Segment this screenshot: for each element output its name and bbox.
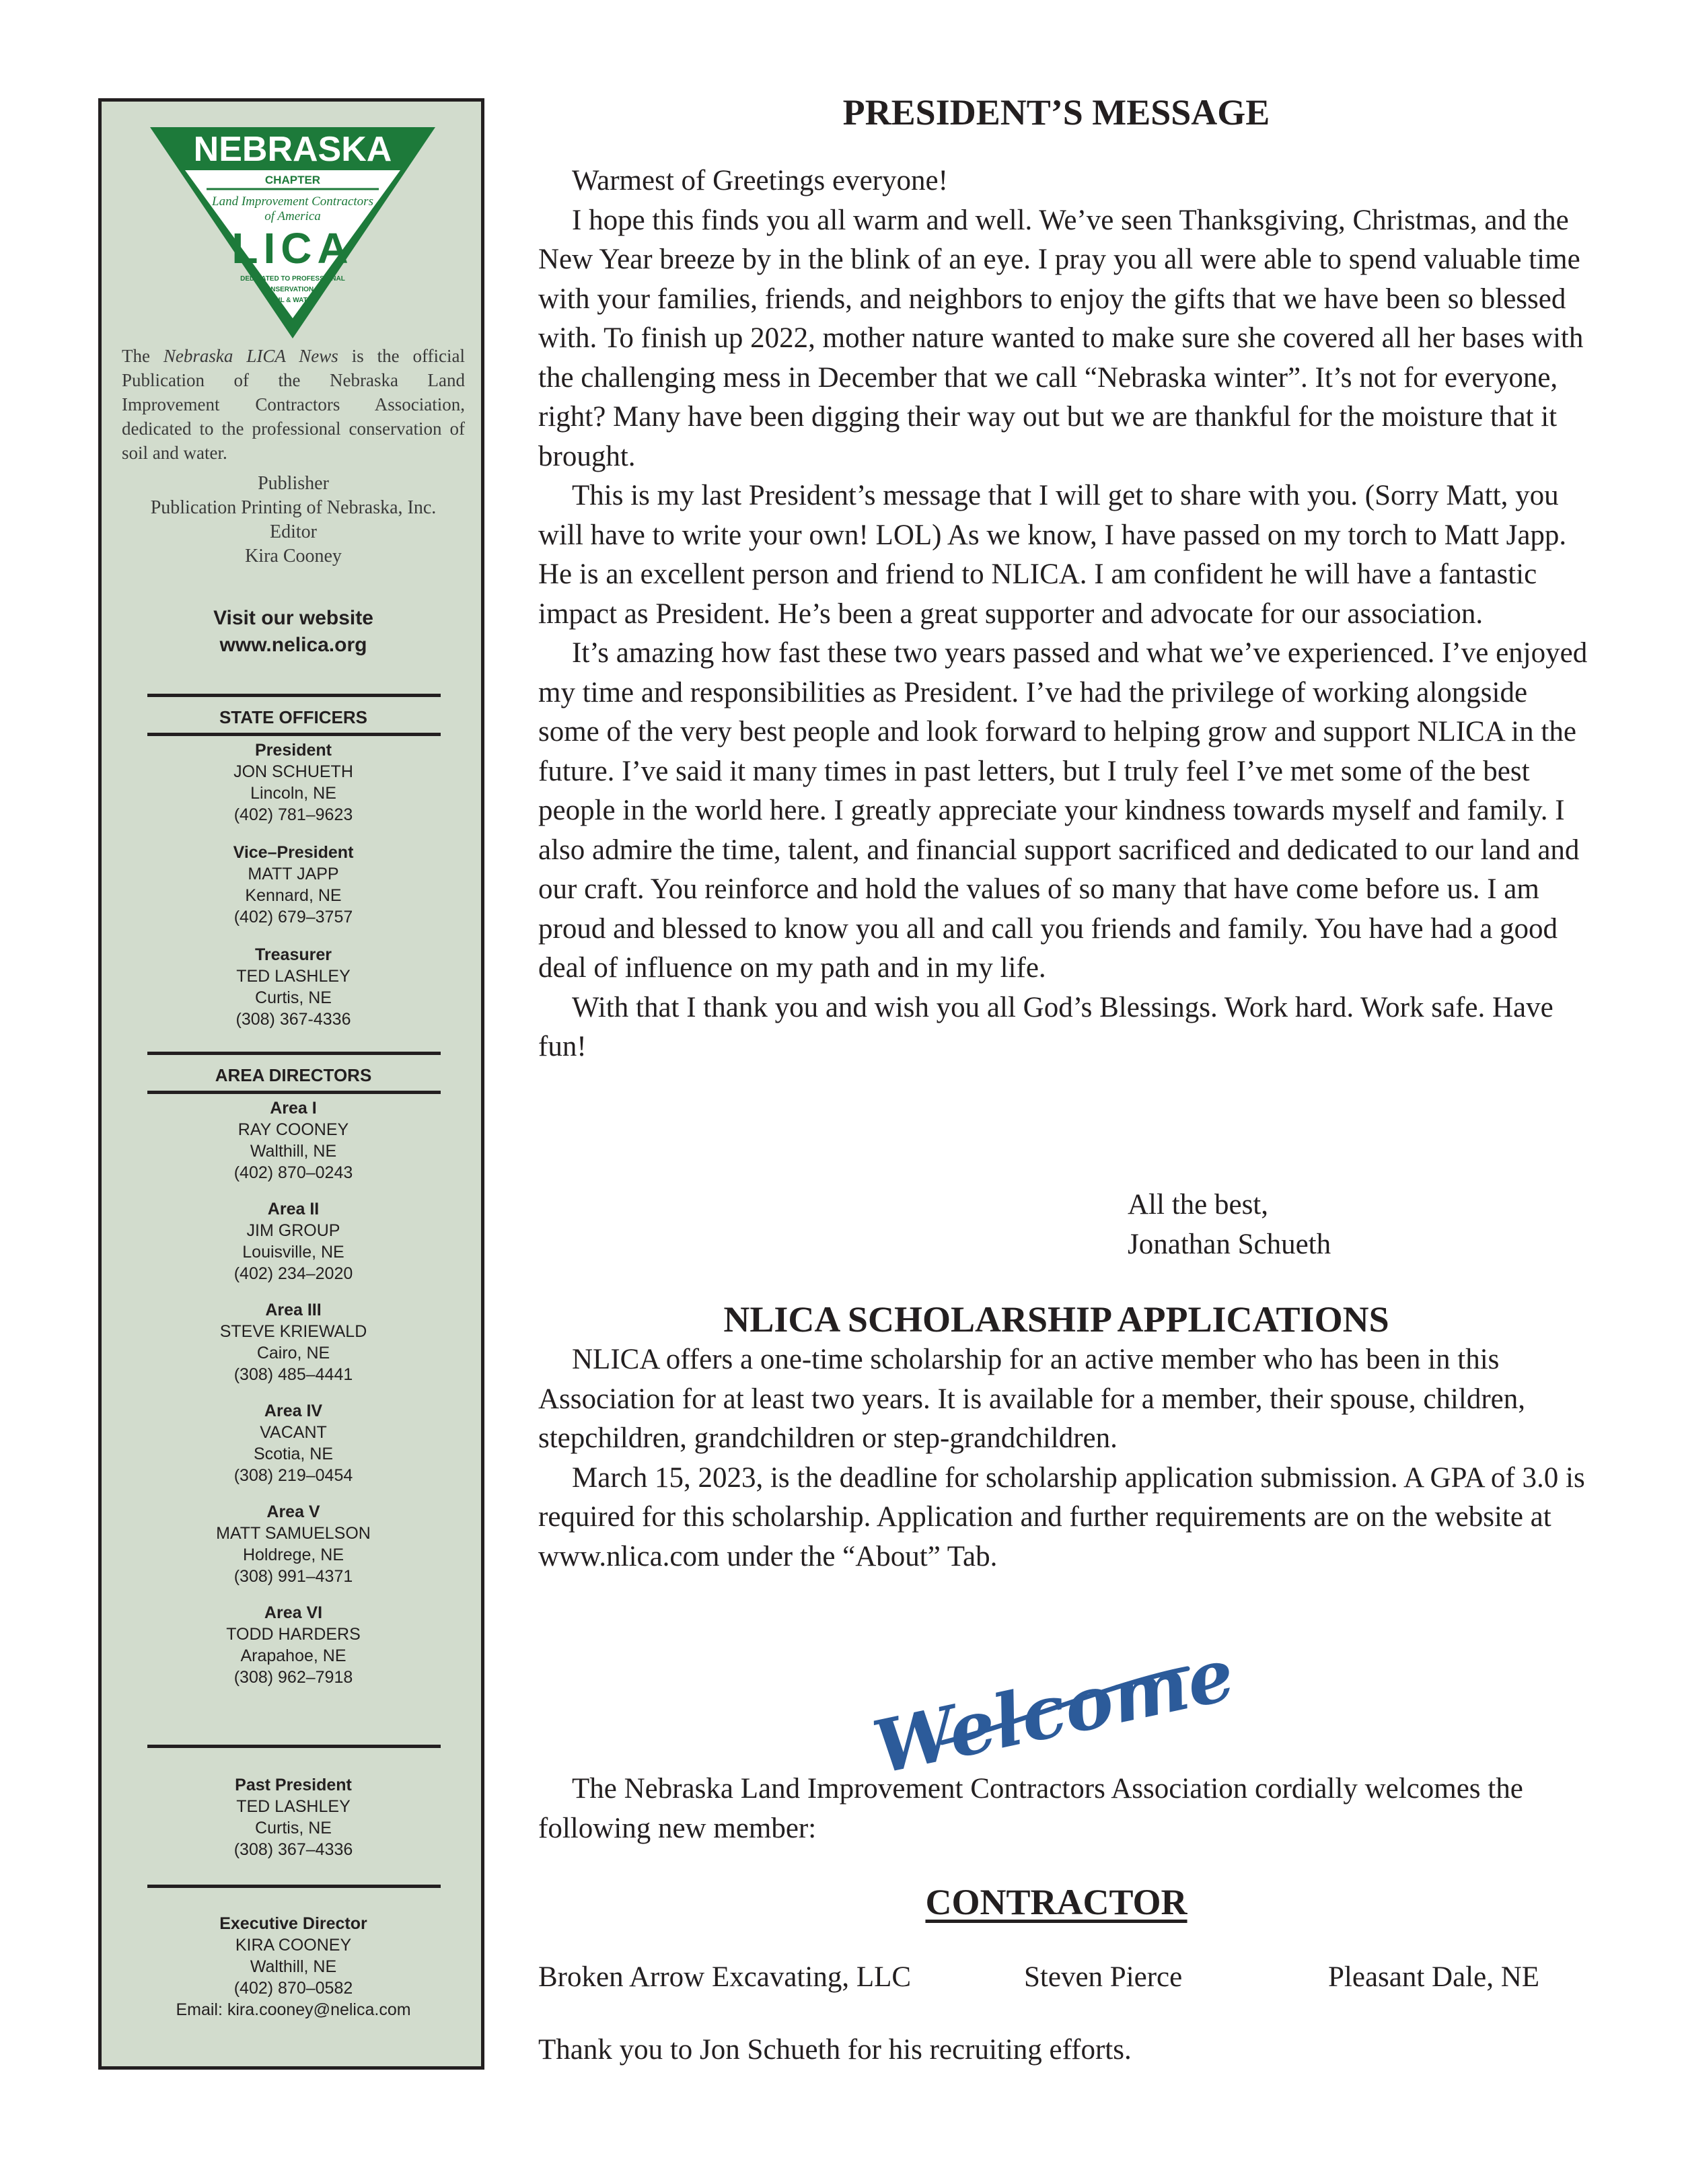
area-director-1 xyxy=(115,1097,472,1184)
director-city: Holdrege, NE xyxy=(242,1545,344,1564)
director-city: Arapahoe, NE xyxy=(240,1646,346,1665)
divider xyxy=(147,1745,441,1748)
logo-org-line1: Land Improvement Contractors xyxy=(212,194,373,209)
area-director-3 xyxy=(115,1299,472,1385)
signature-name: Jonathan Schueth xyxy=(1128,1228,1331,1260)
logo-dedication-line3: SOIL & WATER xyxy=(268,297,317,304)
director-phone: (402) 234–2020 xyxy=(233,1264,353,1283)
publisher-block xyxy=(115,472,472,569)
logo-nebraska-text: NEBRASKA xyxy=(193,130,392,169)
message-paragraph: With that I thank you and wish you all God’s Blessings. Work hard. Work safe. Have fun! xyxy=(538,991,1553,1062)
intro-lead: The xyxy=(122,346,163,366)
past-president-name: TED LASHLEY xyxy=(236,1797,351,1816)
director-name: JIM GROUP xyxy=(246,1221,340,1240)
officer-phone: (308) 367-4336 xyxy=(235,1010,351,1029)
welcome-intro xyxy=(538,1770,1588,1848)
divider xyxy=(147,1091,441,1094)
area-label: Area VI xyxy=(264,1603,323,1622)
welcome-text: Welcome xyxy=(866,1632,1242,1791)
scholarship-title: NLICA SCHOLARSHIP APPLICATIONS xyxy=(723,1299,1389,1340)
director-phone: (308) 485–4441 xyxy=(233,1365,353,1384)
area-directors-heading: AREA DIRECTORS xyxy=(215,1065,372,1085)
logo-dedication-line2: CONSERVATION OF xyxy=(260,286,325,293)
area-label: Area V xyxy=(266,1502,320,1521)
past-president-city: Curtis, NE xyxy=(255,1819,332,1837)
officer-role: President xyxy=(255,741,332,760)
editor-label: Editor xyxy=(270,521,317,542)
message-paragraph: It’s amazing how fast these two years passed and what we’ve experienced. I’ve enjoyed my time and responsibilities as President. I’ve had the privilege of working alongside some of the very best people and look forward to helping grow and support NLICA in the future. I’ve said it many times in past letters, but I truly feel I’ve met some of the best people in the world here. I greatly appreciate your kindness towards myself and family. I also admire the time, talent, and financial support sacrificed and dedicated to our land and our craft. You reinforce and hold the values of so many that have come before us. I am proud and blessed to know you all and call you friends and family. You have had a good deal of influence on my path and in my life. xyxy=(538,637,1588,984)
director-phone: (308) 219–0454 xyxy=(233,1466,353,1485)
editor-name: Kira Cooney xyxy=(245,546,342,567)
logo-lica-text: LICA xyxy=(231,224,354,272)
thanks-text: Thank you to Jon Schueth for his recruiting efforts. xyxy=(538,2034,1132,2066)
director-phone: (308) 991–4371 xyxy=(233,1567,353,1586)
past-president-block xyxy=(115,1774,472,1860)
officer-city: Kennard, NE xyxy=(245,886,342,905)
scholarship-paragraph: NLICA offers a one-time scholarship for an active member who has been in this Association for at least two years. It is available for a member, their spouse, children, stepchildren, grandchildren or step-grandchildren. xyxy=(538,1344,1525,1454)
director-name: VACANT xyxy=(260,1423,327,1442)
area-label: Area II xyxy=(267,1200,320,1218)
director-phone: (308) 962–7918 xyxy=(233,1668,353,1687)
member-company: Broken Arrow Excavating, LLC xyxy=(538,1961,912,1993)
publisher-label: Publisher xyxy=(258,473,329,494)
director-name: TODD HARDERS xyxy=(226,1625,361,1644)
director-name: RAY COONEY xyxy=(237,1120,349,1139)
scholarship-body xyxy=(538,1340,1588,1576)
area-label: Area IV xyxy=(264,1402,323,1420)
area-label: Area III xyxy=(265,1301,322,1319)
executive-director-block xyxy=(115,1913,472,2021)
intro-publication-name: Nebraska LICA News xyxy=(163,346,338,366)
area-director-4 xyxy=(115,1400,472,1486)
thanks-line xyxy=(538,2031,1588,2070)
director-name: STEVE KRIEWALD xyxy=(219,1322,367,1341)
intro-rest: is the official Publication of the Nebraska Land Improvement Contractors Association, dedicated to the professional conservation of soil and water. xyxy=(122,346,466,463)
divider xyxy=(147,1885,441,1888)
welcome-graphic xyxy=(866,1632,1242,1791)
executive-director-email[interactable]: Email: kira.cooney@nelica.com xyxy=(176,2000,411,2019)
past-president-label: Past President xyxy=(235,1776,352,1794)
officer-role: Vice–President xyxy=(233,843,354,862)
message-paragraph: I hope this finds you all warm and well. We’ve seen Thanksgiving, Christmas, and the New Year breeze by in the blink of an eye. I pray you all were able to spend valuable time with your families, friends, and neighbors to enjoy the gifts that we have been so blessed with. To finish up 2022, mother nature wanted to make sure she covered all her bases with the challenging mess in December that we call “Nebraska winter”. It’s not for everyone, right? Many have been digging their way out but we are thankful for the moisture that it brought. xyxy=(538,204,1584,472)
area-director-5 xyxy=(115,1501,472,1587)
director-city: Walthill, NE xyxy=(250,1142,337,1161)
officer-name: TED LASHLEY xyxy=(236,967,351,986)
presidents-message-title: PRESIDENT’S MESSAGE xyxy=(842,92,1270,133)
closing-line: All the best, xyxy=(1128,1189,1268,1221)
officer-phone: (402) 679–3757 xyxy=(233,908,353,926)
divider xyxy=(147,733,441,736)
member-contact: Steven Pierce xyxy=(1024,1961,1183,1993)
past-president-phone: (308) 367–4336 xyxy=(233,1840,353,1859)
state-officers-heading: STATE OFFICERS xyxy=(219,707,368,727)
officer-name: MATT JAPP xyxy=(248,865,339,883)
director-city: Louisville, NE xyxy=(242,1243,344,1262)
publisher-name: Publication Printing of Nebraska, Inc. xyxy=(150,497,437,518)
officer-phone: (402) 781–9623 xyxy=(233,805,353,824)
website-link[interactable]: www.nelica.org xyxy=(219,634,367,656)
area-director-6 xyxy=(115,1602,472,1688)
signature-block xyxy=(1128,1186,1331,1264)
visit-website-block xyxy=(115,605,472,659)
visit-label: Visit our website xyxy=(213,607,373,629)
executive-director-name: KIRA COONEY xyxy=(235,1936,352,1955)
officer-role: Treasurer xyxy=(255,945,332,964)
sidebar-panel xyxy=(98,98,484,2070)
message-paragraph: This is my last President’s message that I will get to share with you. (Sorry Matt, you will have to write your own! LOL) As we know, I have passed on my torch to Matt Japp. He is an excellent person and friend to NLICA. I am confident he will have a fantastic impact as President. He’s been a great supporter and advocate for our association. xyxy=(538,480,1567,630)
officer-city: Curtis, NE xyxy=(255,988,332,1007)
publication-description xyxy=(122,344,465,465)
officer-city: Lincoln, NE xyxy=(250,784,336,803)
divider xyxy=(147,1052,441,1055)
contractor-heading: CONTRACTOR xyxy=(925,1882,1187,1922)
logo-org-line2: of America xyxy=(264,209,321,223)
director-phone: (402) 870–0243 xyxy=(233,1163,353,1182)
officer-president xyxy=(115,739,472,826)
logo-chapter-text: CHAPTER xyxy=(264,174,321,186)
officer-name: JON SCHUETH xyxy=(233,762,353,781)
message-paragraph: Warmest of Greetings everyone! xyxy=(572,165,948,196)
scholarship-paragraph: March 15, 2023, is the deadline for scholarship application submission. A GPA of 3.0 is required for this scholarship. Application and further requirements are on the website at www.nlica.com under the “About” Tab. xyxy=(538,1461,1585,1572)
director-city: Scotia, NE xyxy=(253,1445,334,1463)
executive-director-phone: (402) 870–0582 xyxy=(233,1979,353,1998)
divider xyxy=(147,694,441,697)
welcome-paragraph: The Nebraska Land Improvement Contractors Association cordially welcomes the following new member: xyxy=(538,1773,1523,1844)
member-location: Pleasant Dale, NE xyxy=(1328,1961,1540,1993)
officer-treasurer xyxy=(115,944,472,1030)
director-city: Cairo, NE xyxy=(256,1344,330,1362)
presidents-message-body xyxy=(538,161,1588,1067)
logo-dedication-line1: DEDICATED TO PROFESSIONAL xyxy=(240,275,345,283)
area-director-2 xyxy=(115,1198,472,1284)
officer-vice-president xyxy=(115,842,472,928)
executive-director-city: Walthill, NE xyxy=(250,1957,337,1976)
director-name: MATT SAMUELSON xyxy=(216,1524,371,1543)
area-label: Area I xyxy=(270,1099,317,1118)
nebraska-lica-logo xyxy=(145,122,441,344)
executive-director-label: Executive Director xyxy=(219,1914,367,1933)
